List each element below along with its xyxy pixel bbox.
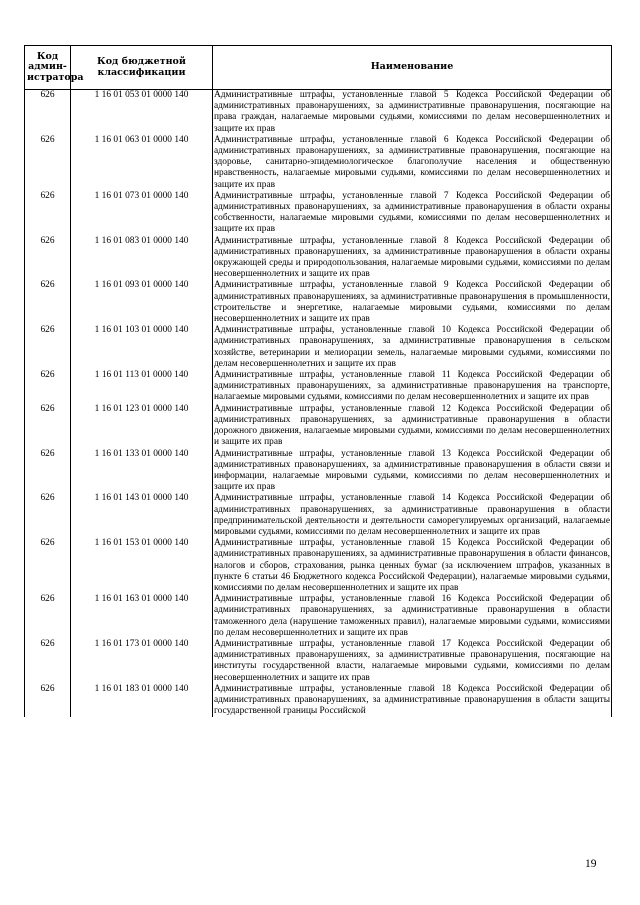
admin-code-cell: 626	[25, 538, 71, 594]
table-row	[25, 325, 612, 370]
budget-code-cell: 1 16 01 183 01 0000 140	[71, 684, 213, 718]
page-number: 19	[585, 858, 597, 870]
name-cell: Административные штрафы, установленные главой 16 Кодекса Российской Федерации об административных правонарушениях, за административные правонарушения в области таможенного дела (нарушение таможенных правил), налагаемые мировыми судьями, комиссиями по делам несовершеннолетних и защите их прав	[214, 594, 610, 638]
table-row	[25, 538, 612, 594]
budget-code-cell: 1 16 01 083 01 0000 140	[71, 236, 213, 281]
name-cell: Административные штрафы, установленные главой 7 Кодекса Российской Федерации об административных правонарушениях, за административные правонарушения в области охраны собственности, налагаемые мировыми судьями, комиссиями по делам несовершеннолетних и защите их прав	[214, 190, 610, 235]
admin-code-cell: 626	[25, 684, 71, 718]
name-cell: Административные штрафы, установленные главой 18 Кодекса Российской Федерации об административных правонарушениях, за административные правонарушения в области защиты государственной границы Российской	[214, 683, 610, 717]
budget-code-cell: 1 16 01 093 01 0000 140	[71, 280, 213, 325]
budget-code-cell: 1 16 01 053 01 0000 140	[71, 90, 213, 135]
header-budget-code: Код бюджетной классификации	[71, 46, 213, 90]
admin-code-cell: 626	[25, 370, 71, 404]
document-page	[24, 45, 611, 717]
table-row	[25, 135, 612, 191]
admin-code-cell: 626	[25, 90, 71, 135]
admin-code-cell: 626	[25, 404, 71, 449]
budget-code-cell: 1 16 01 123 01 0000 140	[71, 404, 213, 449]
admin-code-cell: 626	[25, 135, 71, 191]
budget-code-cell: 1 16 01 163 01 0000 140	[71, 594, 213, 639]
budget-code-cell: 1 16 01 153 01 0000 140	[71, 538, 213, 594]
table-row	[25, 639, 612, 684]
table-row	[25, 90, 612, 135]
table-row	[25, 280, 612, 325]
admin-code-cell: 626	[25, 449, 71, 494]
name-cell: Административные штрафы, установленные главой 9 Кодекса Российской Федерации об административных правонарушениях, за административные правонарушения в промышленности, строительстве и энергетике, налагаемые мировыми судьями, комиссиями по делам несовершеннолетних и защите их прав	[214, 280, 610, 325]
name-cell: Административные штрафы, установленные главой 11 Кодекса Российской Федерации об административных правонарушениях, за административные правонарушения на транспорте, налагаемые мировыми судьями, комиссиями по делам несовершеннолетних и защите их прав	[214, 370, 610, 403]
admin-code-cell: 626	[25, 493, 71, 538]
table-row	[25, 404, 612, 449]
admin-code-cell: 626	[25, 594, 71, 639]
name-cell: Административные штрафы, установленные главой 14 Кодекса Российской Федерации об административных правонарушениях, за административные правонарушения в области предпринимательской деятельности и деятельности саморегулируемых организаций, налагаемые мировыми судьями, комиссиями по делам несовершеннолетних и защите их прав	[214, 493, 610, 537]
name-cell: Административные штрафы, установленные главой 10 Кодекса Российской Федерации об административных правонарушениях, за административные правонарушения в сельском хозяйстве, ветеринарии и мелиорации земель, налагаемые мировыми судьями, комиссиями по делам несовершеннолетних и защите их прав	[214, 325, 610, 369]
admin-code-cell: 626	[25, 639, 71, 684]
table-row	[25, 236, 612, 281]
admin-code-cell: 626	[25, 280, 71, 325]
table-header-row	[25, 46, 612, 90]
header-admin-code: Код админ-истратора	[25, 46, 71, 90]
name-cell: Административные штрафы, установленные главой 15 Кодекса Российской Федерации об административных правонарушениях, за административные правонарушения в области финансов, налогов и сборов, страхования, рынка ценных бумаг (за исключением штрафов, указанных в пункте 6 статьи 46 Бюджетного кодекса Российской Федерации), налагаемые мировыми судьями, комиссиями по делам несовершеннолетних и защите их прав	[214, 538, 610, 593]
name-cell: Административные штрафы, установленные главой 5 Кодекса Российской Федерации об административных правонарушениях, за административные правонарушения, посягающие на права граждан, налагаемые мировыми судьями, комиссиями по делам несовершеннолетних и защите их прав	[214, 90, 610, 134]
table-row	[25, 370, 612, 404]
name-cell: Административные штрафы, установленные главой 13 Кодекса Российской Федерации об административных правонарушениях, за административные правонарушения в области связи и информации, налагаемые мировыми судьями, комиссиями по делам несовершеннолетних и защите их прав	[214, 448, 610, 493]
name-cell: Административные штрафы, установленные главой 17 Кодекса Российской Федерации об административных правонарушениях, за административные правонарушения, посягающие на институты государственной власти, налагаемые мировыми судьями, комиссиями по делам несовершеннолетних и защите их прав	[214, 638, 610, 683]
table-row	[25, 191, 612, 236]
header-name: Наименование	[213, 46, 612, 90]
budget-code-cell: 1 16 01 073 01 0000 140	[71, 191, 213, 236]
budget-code-cell: 1 16 01 173 01 0000 140	[71, 639, 213, 684]
budget-code-cell: 1 16 01 113 01 0000 140	[71, 370, 213, 404]
admin-code-cell: 626	[25, 325, 71, 370]
table-row	[25, 449, 612, 494]
table-row	[25, 493, 612, 538]
budget-code-cell: 1 16 01 063 01 0000 140	[71, 135, 213, 191]
name-cell: Административные штрафы, установленные главой 8 Кодекса Российской Федерации об административных правонарушениях, за административные правонарушения в области охраны окружающей среды и природопользования, налагаемые мировыми судьями, комиссиями по делам несовершеннолетних и защите их прав	[214, 235, 610, 280]
admin-code-cell: 626	[25, 236, 71, 281]
table-row	[25, 684, 612, 718]
budget-classification-table	[24, 45, 612, 717]
budget-code-cell: 1 16 01 133 01 0000 140	[71, 449, 213, 494]
table-row	[25, 594, 612, 639]
admin-code-cell: 626	[25, 191, 71, 236]
budget-code-cell: 1 16 01 103 01 0000 140	[71, 325, 213, 370]
name-cell: Административные штрафы, установленные главой 12 Кодекса Российской Федерации об административных правонарушениях, за административные правонарушения в области дорожного движения, налагаемые мировыми судьями, комиссиями по делам несовершеннолетних и защите их прав	[214, 403, 610, 448]
name-cell: Административные штрафы, установленные главой 6 Кодекса Российской Федерации об административных правонарушениях, за административные правонарушения, посягающие на здоровье, санитарно-эпидемиологическое благополучие населения и общественную нравственность, налагаемые мировыми судьями, комиссиями по делам несовершеннолетних и защите их прав	[214, 134, 610, 190]
budget-code-cell: 1 16 01 143 01 0000 140	[71, 493, 213, 538]
